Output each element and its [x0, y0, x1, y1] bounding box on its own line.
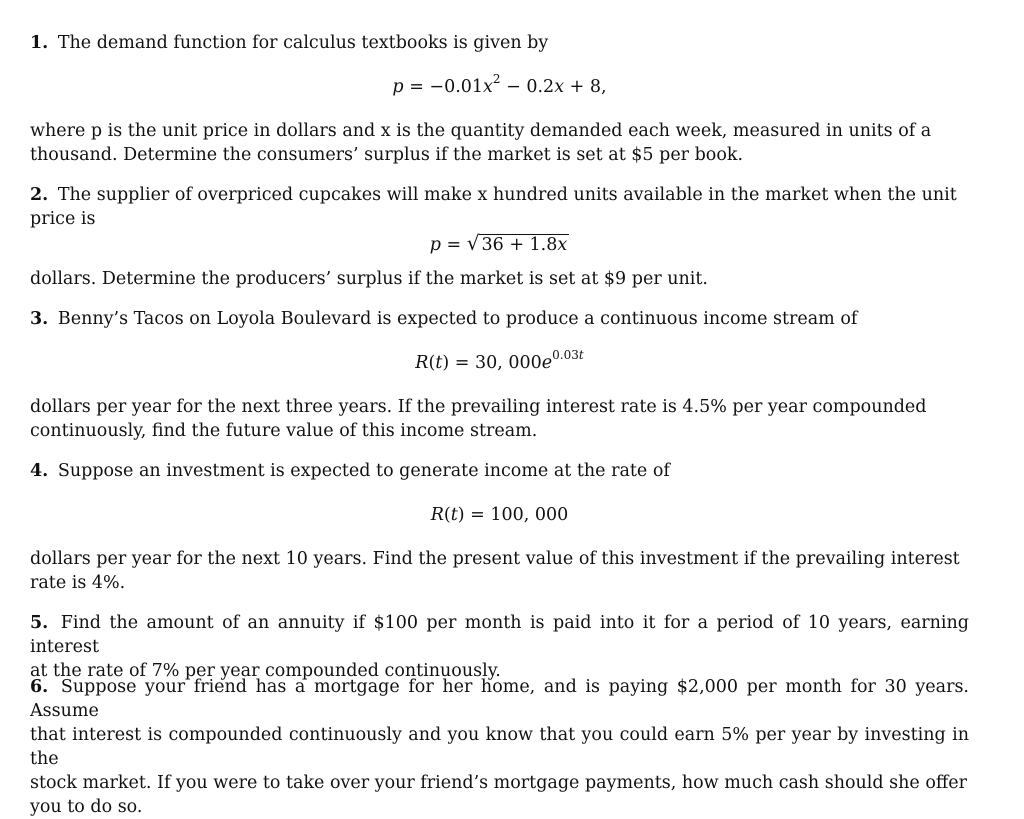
problem-5	[30, 611, 969, 683]
problem-2-line-1: The supplier of overpriced cupcakes will make x hundred units available in the market when the unit	[57, 185, 957, 205]
problem-6-line-3: stock market. If you were to take over your friend’s mortgage payments, how much cash should she offer	[30, 773, 968, 793]
problem-5-line-1: Find the amount of an annuity if $100 per month is paid into it for a period of 10 years, earning interest	[30, 613, 969, 657]
problem-4-line-1: Suppose an investment is expected to generate income at the rate of	[57, 461, 670, 481]
problem-2-equation: p = √ 36 + 1.8x	[429, 231, 568, 255]
problem-6-number: 6.	[30, 677, 49, 697]
problem-1-line-2: where p is the unit price in dollars and x is the quantity demanded each week, measured in units of a	[30, 121, 932, 141]
problem-1-intro	[30, 31, 969, 55]
problem-1-body	[30, 119, 969, 167]
problem-6	[30, 675, 969, 819]
problem-3-equation: R(t) = 30, $000e^{0.03t}$	[415, 348, 584, 373]
problem-2-line-2: price is	[30, 209, 96, 229]
problem-2-body	[30, 267, 969, 291]
problem-3-number: 3.	[30, 309, 49, 329]
problem-6-line-1: Suppose your friend has a mortgage for her home, and is paying $2,000 per month for 30 years. Assume	[30, 677, 969, 721]
problem-1-equation: $p = -0.01x^2 - 0.2x + 8$,	[392, 72, 607, 97]
problem-4-line-3: rate is 4%.	[30, 573, 126, 593]
problem-4-line-2: dollars per year for the next 10 years. Find the present value of this investment if the prevailing interest	[30, 549, 960, 569]
problem-3-intro	[30, 307, 969, 331]
problem-4-body	[30, 547, 969, 595]
problem-4-equation: R(t) = 100, 000	[430, 505, 569, 525]
problem-4-number: 4.	[30, 461, 49, 481]
problem-6-line-4: you to do so.	[30, 797, 143, 817]
problem-3-line-2: dollars per year for the next three years. If the prevailing interest rate is 4.5% per year compounded	[30, 397, 927, 417]
problem-5-line-2: at the rate of 7% per year compounded continuously.	[30, 661, 501, 681]
problem-2-intro	[30, 183, 969, 231]
problem-3-line-1: Benny’s Tacos on Loyola Boulevard is expected to produce a continuous income stream of	[57, 309, 858, 329]
problem-1-line-1: The demand function for calculus textbooks is given by	[57, 33, 549, 53]
problem-6-line-2: that interest is compounded continuously and you know that you could earn 5% per year by investing in the	[30, 725, 969, 769]
problem-2-number: 2.	[30, 185, 49, 205]
problem-1-line-3: thousand. Determine the consumers’ surplus if the market is set at $5 per book.	[30, 145, 744, 165]
problem-2-line-3: dollars. Determine the producers’ surplus if the market is set at $9 per unit.	[30, 269, 708, 289]
problem-3-line-3: continuously, find the future value of this income stream.	[30, 421, 538, 441]
problem-5-number: 5.	[30, 613, 49, 633]
problem-4-intro	[30, 459, 969, 483]
problem-1-number: 1.	[30, 33, 49, 53]
problem-3-body	[30, 395, 969, 443]
